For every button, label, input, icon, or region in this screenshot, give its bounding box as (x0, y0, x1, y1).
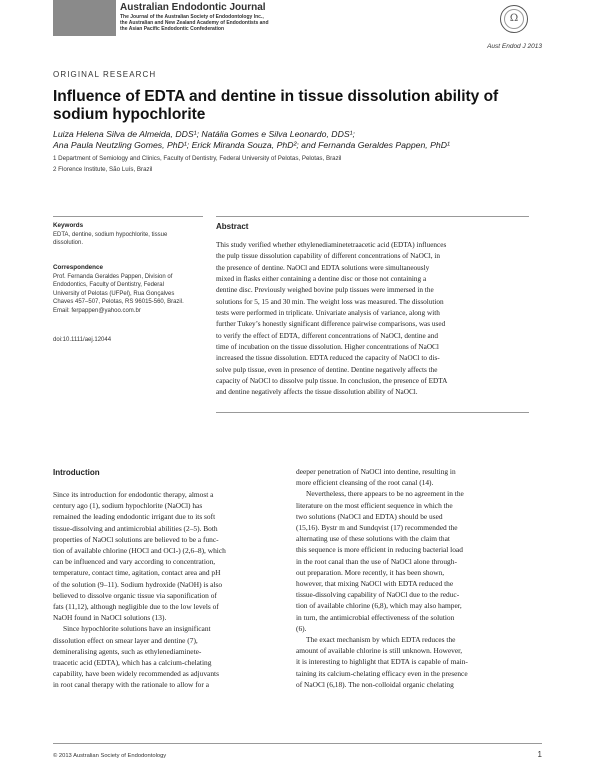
body-line: in turn, the antimicrobial effectiveness of the solution (296, 612, 455, 622)
body-line: properties of NaOCl solutions are believed to be a func- (53, 534, 219, 544)
body-line: alternating use of these solutions with the claim that (296, 534, 450, 544)
sidebar-divider (53, 216, 203, 217)
abstract-bottom-divider (216, 412, 529, 413)
affiliation-1: 1 Department of Semiology and Clinics, Faculty of Dentistry, Federal University of Pelotas, Pelotas, Brazil (53, 155, 342, 162)
journal-sub-line: the Asian Pacific Endodontic Confederation (120, 26, 224, 32)
body-line: out preparation. More recently, it has been shown, (296, 567, 445, 577)
journal-sub-line: the Australian and New Zealand Academy of Endodontists and (120, 20, 269, 26)
journal-citation: Aust Endod J 2013 (487, 43, 542, 50)
correspondence-email[interactable]: Email: ferpappen@yahoo.com.br (53, 307, 141, 314)
body-line: amount of available chlorine is still unknown. However, (296, 646, 463, 656)
body-line: capability, have been widely recommended as adjuvants (53, 669, 219, 679)
abstract-line: solve pulp tissue, even in presence of dentine. Dentine negatively affects the (216, 365, 438, 374)
correspondence-line: University of Pelotas (UFPel), Rua Gonçalves (53, 290, 175, 297)
body-line: of NaOCl (6,18). The non-colloidal organic chelating (296, 679, 454, 689)
body-line: tion of available chlorine (6,8), which may also hamper, (296, 601, 462, 611)
journal-name: Australian Endodontic Journal (120, 2, 266, 13)
body-line: it is interesting to highlight that EDTA is capable of main- (296, 657, 468, 667)
body-line: (15,16). Bystr m and Sundqvist (17) recommended the (296, 523, 458, 533)
body-line: NaOH found in NaOCl solutions (13). (53, 613, 167, 623)
keywords-block (53, 222, 203, 248)
page-number: 1 (537, 750, 542, 759)
body-line: however, that mixing NaOCl with EDTA reduced the (296, 579, 454, 589)
body-line: in the root canal than the use of NaOCl alone through- (296, 556, 457, 566)
body-line: Since hypochlorite solutions have an insignificant (63, 624, 211, 634)
body-line: in root canal therapy with the rationale to allow for a (53, 680, 209, 690)
body-line: of the solution (9–11). Sodium hydroxide (NaOH) is also (53, 579, 223, 589)
body-line: remained the leading endodontic irrigant due to its soft (53, 512, 216, 522)
body-line: this sequence is more efficient in reducing bacterial load (296, 545, 463, 555)
body-line: taining its calcium-chelating efficacy even in the presence (296, 668, 468, 678)
journal-logo (53, 0, 116, 36)
body-line: traacetic acid (EDTA), which has a calcium-chelating (53, 658, 212, 668)
abstract-line: the presence of dentine. NaOCl and EDTA solutions were simultaneously (216, 263, 430, 272)
abstract-line: increased the tissue dissolution. EDTA reduced the capacity of NaOCl to dis- (216, 354, 440, 363)
body-line: tissue-dissolving capability of NaOCl due to the reduc- (296, 590, 460, 600)
keywords-line: EDTA, dentine, sodium hypochlorite, tissue (53, 231, 168, 238)
intro-left-column (53, 489, 286, 691)
abstract-line: capacity of NaOCl to dissolve pulp tissue. In conclusion, the presence of EDTA (216, 377, 448, 386)
author-list (53, 129, 553, 151)
body-line: more efficient cleansing of the root canal (14). (296, 478, 434, 488)
body-line: deeper penetration of NaOCl into dentine, resulting in (296, 467, 456, 476)
body-line: Since its introduction for endodontic therapy, almost a (53, 490, 214, 499)
correspondence-line: Prof. Fernanda Geraldes Pappen, Division of (53, 273, 173, 280)
correspondence-line: Endodontics, Faculty of Dentistry, Federal (53, 282, 164, 288)
abstract-line: the pulp tissue dissolution capability of different concentrations of NaOCl, in (216, 252, 440, 261)
author-line: Luiza Helena Silva de Almeida, DDS¹; Natália Gomes e Silva Leonardo, DDS¹; (53, 129, 355, 139)
body-line: The exact mechanism by which EDTA reduces the (306, 635, 456, 645)
abstract-line: dentine disc. Previously weighed bovine pulp tissues were immersed in the (216, 286, 434, 295)
copyright-notice: © 2013 Australian Society of Endodontology (53, 753, 167, 759)
abstract-line: This study verified whether ethylenediaminetetraacetic acid (EDTA) influences (216, 241, 447, 249)
body-line: demineralising agents, such as ethylenediaminete- (53, 646, 202, 656)
affiliation-2: 2 Florence Institute, São Luís, Brazil (53, 166, 153, 173)
body-line: two solutions (NaOCl and EDTA) should be used (296, 511, 443, 521)
body-line: temperature, contact time, agitation, contact area and pH (53, 568, 221, 578)
correspondence-line: Chaves 457–507, Pelotas, RS 96015-560, Brazil. (53, 299, 184, 305)
abstract-line: mixed in flasks either containing a dentine disc or those not containing a (216, 275, 427, 284)
body-line: (6). (296, 623, 307, 633)
body-line: tion of available chlorine (HOCl and OCl-) (2,6–8), which (53, 546, 226, 556)
abstract-line: to verify the effect of EDTA, different concentrations of NaOCl, dentine and (216, 331, 439, 340)
abstract-line: further Tukey’s honestly significant difference pairwise comparisons, was used (216, 320, 446, 329)
body-line: literature on the most efficient sequence in which the (296, 500, 453, 510)
correspondence-heading: Correspondence (53, 264, 104, 271)
introduction-heading: Introduction (53, 468, 100, 477)
body-line: fats (11,12), although negligible due to the low levels of (53, 602, 219, 612)
body-line: century ago (1), sodium hypochlorite (NaOCl) has (53, 501, 203, 511)
title-line: sodium hypochlorite (53, 106, 206, 123)
keywords-line: dissolution. (53, 240, 84, 246)
abstract-heading: Abstract (216, 222, 249, 231)
abstract-line: and dentine negatively affects the tissue dissolution ability of NaOCl. (216, 388, 418, 397)
body-line: tissue-dissolving and antimicrobial abilities (2–5). Both (53, 523, 218, 533)
journal-sub-line: The Journal of the Australian Society of Endodontology Inc., (120, 14, 264, 20)
article-title (53, 88, 533, 124)
body-line: Nevertheless, there appears to be no agreement in the (306, 489, 464, 499)
section-label: ORIGINAL RESEARCH (53, 70, 157, 79)
body-line: dissolution effect on smear layer and dentine (7), (53, 635, 198, 645)
intro-right-column (296, 466, 529, 690)
footer-divider (53, 743, 542, 744)
abstract-divider (216, 216, 529, 217)
author-line: Ana Paula Neutzling Gomes, PhD¹; Erick Miranda Souza, PhD²; and Fernanda Geraldes Pappen, PhD¹ (53, 140, 450, 150)
doi-link[interactable]: doi:10.1111/aej.12044 (53, 337, 112, 343)
journal-description (120, 14, 370, 32)
body-line: believed to dissolve organic tissue via saponification of (53, 590, 217, 600)
society-seal-icon: Ω (500, 5, 528, 33)
title-line: Influence of EDTA and dentine in tissue dissolution ability of (53, 88, 499, 105)
correspondence-block (53, 264, 203, 315)
abstract-line: solutions for 5, 15 and 30 min. The weight loss was measured. The dissolution (216, 297, 444, 306)
abstract-body (216, 240, 529, 399)
abstract-line: tests were performed in triplicate. Univariate analysis of variance, along with (216, 309, 440, 318)
body-line: can be influenced and vary according to concentration, (53, 557, 216, 567)
keywords-heading: Keywords (53, 222, 84, 229)
abstract-line: time of incubation on the tissue dissolution. Higher concentrations of NaOCl (216, 343, 439, 352)
